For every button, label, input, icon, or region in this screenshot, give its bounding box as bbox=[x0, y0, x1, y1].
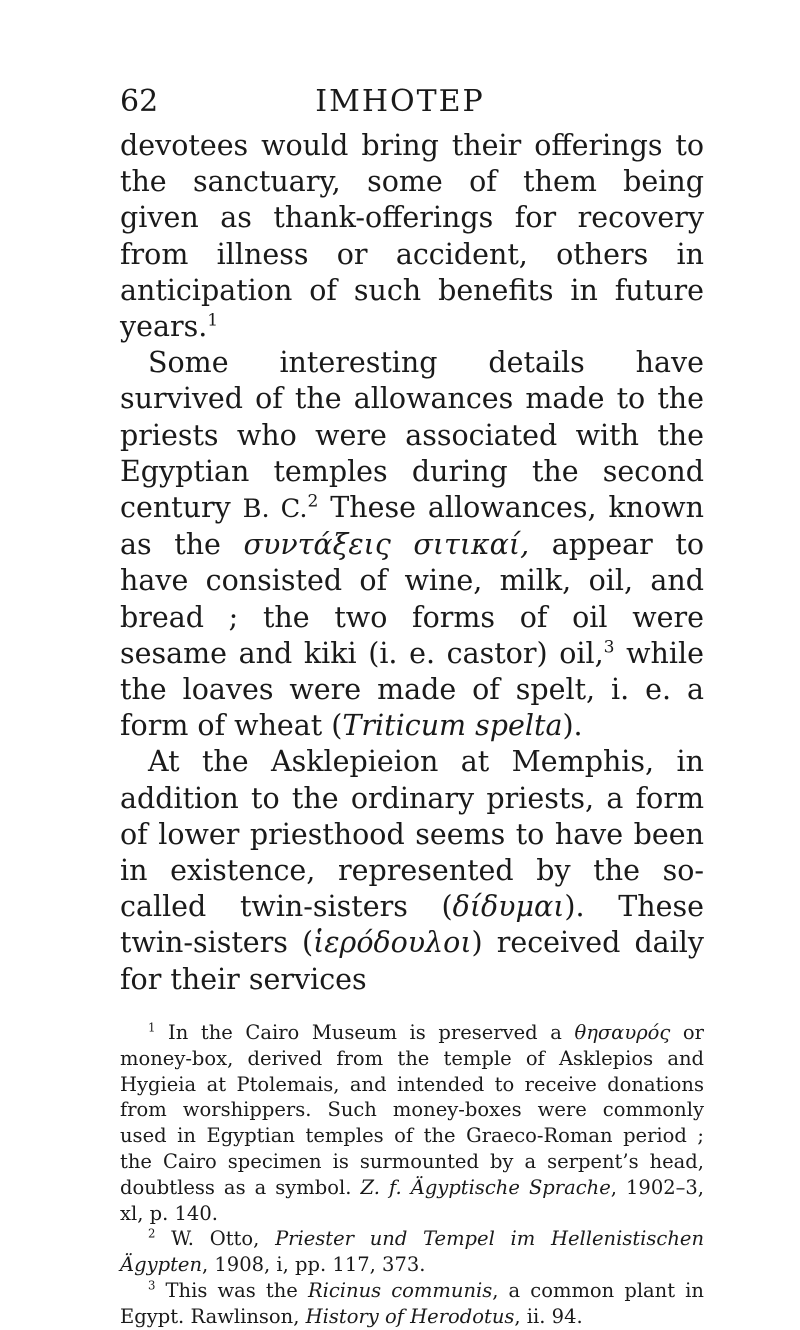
paragraph-text: while the loaves were made of spelt, i. e. a form of wheat ( bbox=[120, 636, 704, 743]
paragraph-text: ). bbox=[562, 709, 583, 743]
journal-title: Z. f. Ägyptische Sprache bbox=[360, 1175, 611, 1199]
small-caps-era: B. C. bbox=[242, 494, 308, 525]
book-title: Priester und Tempel im Hellenistischen Ägypten bbox=[120, 1227, 705, 1277]
footnotes bbox=[120, 1020, 704, 1330]
footnote-ref: 2 bbox=[307, 491, 319, 512]
footnote-number: 3 bbox=[148, 1278, 156, 1293]
footnote-text: , ii. 94. bbox=[514, 1304, 583, 1328]
footnote-text: In the Cairo Museum is preserved a bbox=[168, 1021, 575, 1044]
footnote-text: This was the bbox=[165, 1278, 308, 1302]
paragraph-text: devotees would bring their offerings to the sanctuary, some of them being given as thank-offerings for recovery from illness or accident, others in anticipation of such benefits in future years. bbox=[120, 129, 704, 344]
paragraph-text: ) received daily for their services bbox=[120, 926, 705, 996]
page-number: 62 bbox=[120, 84, 159, 119]
footnote-text: , a common plant in Egypt. Rawlinson, bbox=[120, 1278, 704, 1328]
latin-term: Triticum spelta bbox=[342, 709, 563, 743]
footnote-2 bbox=[120, 1226, 704, 1278]
footnote-text: , 1902–3, xl, p. 140. bbox=[120, 1175, 704, 1225]
greek-term: ἱερόδουλοι bbox=[313, 926, 472, 960]
footnote-text: , 1908, i, pp. 117, 373. bbox=[202, 1253, 426, 1277]
paragraph-2 bbox=[120, 345, 704, 744]
paragraph-text: Some interesting details have survived of the allowances made to the priests who were associated with the Egyptian temples during the second century bbox=[120, 346, 704, 525]
greek-term: συντάξεις σιτικαί, bbox=[243, 528, 530, 562]
paragraph-text: ). These twin-sisters ( bbox=[120, 890, 704, 960]
footnote-number: 2 bbox=[148, 1226, 156, 1241]
running-title: IMHOTEP bbox=[315, 84, 485, 119]
paragraph-text: At the Asklepieion at Memphis, in addition to the ordinary priests, a form of lower priesthood seems to have been in existence, represented by the so-called twin-sisters ( bbox=[120, 745, 704, 924]
paragraph-text: These allowances, known as the bbox=[120, 491, 705, 562]
footnote-ref: 3 bbox=[603, 637, 615, 658]
footnote-text: or money-box, derived from the temple of Asklepios and Hygieia at Ptolemais, and intended to receive donations from worshippers. Such money-boxes were commonly used in Egyptian temples of the Graeco-Roman period ; the Cairo specimen is surmounted by a serpent’s head, doubtless as a symbol. bbox=[120, 1021, 704, 1199]
greek-term: δίδυμαι bbox=[452, 890, 565, 924]
paragraph-3 bbox=[120, 744, 704, 997]
footnote-ref: 1 bbox=[207, 310, 219, 331]
footnote-1 bbox=[120, 1020, 704, 1226]
footnote-3 bbox=[120, 1278, 704, 1330]
plant-name: Ricinus communis bbox=[307, 1278, 493, 1302]
footnote-number: 1 bbox=[148, 1020, 156, 1035]
greek-term: θησαυρός bbox=[574, 1021, 671, 1044]
book-title: History of Herodotus bbox=[305, 1304, 515, 1328]
footnote-text: W. Otto, bbox=[171, 1227, 276, 1251]
page-header bbox=[120, 84, 680, 124]
paragraph-text: appear to have consisted of wine, milk, oil, and bread ; the two forms of oil were sesame and kiki (i. e. castor) oil, bbox=[120, 528, 704, 670]
paragraph-1 bbox=[120, 128, 704, 345]
body-text bbox=[120, 128, 704, 998]
